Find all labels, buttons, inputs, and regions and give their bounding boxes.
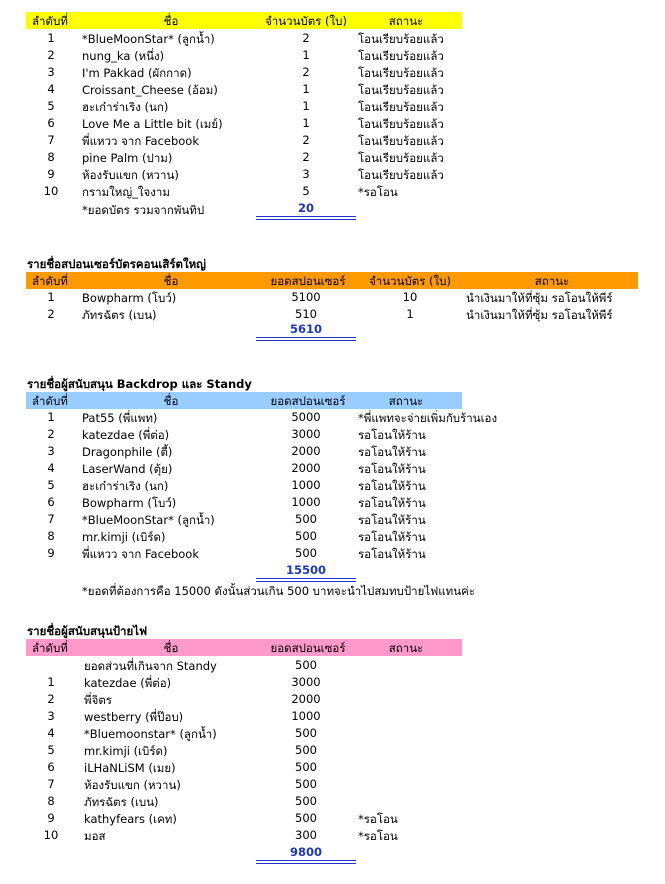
t3-cell-amount: 500 [295, 529, 317, 543]
t2-cell-no: 2 [47, 307, 55, 321]
t4-title: รายชื่อผู้สนับสนุนป้ายไฟ [27, 624, 148, 638]
t3-cell-status: รอโอนให้ร้าน [358, 428, 426, 442]
t1-cell-no: 7 [47, 133, 55, 147]
t3-row [0, 512, 665, 529]
t4-cell-name: katezdae (พี่ต่อ) [84, 676, 172, 690]
t3-cell-no: 4 [47, 461, 55, 475]
t4-row [0, 794, 665, 811]
t3-row [0, 546, 665, 563]
t4-cell-name: mr.kimji (เบิร์ด) [84, 744, 168, 758]
t4-cell-amount: 500 [295, 777, 317, 791]
t4-cell-no: 7 [47, 777, 55, 791]
t1-cell-status: โอนเรียบร้อยแล้ว [358, 151, 444, 165]
t1-cell-cards: 2 [302, 133, 310, 147]
t3-cell-no: 2 [47, 427, 55, 441]
t1-header-no: ลำดับที่ [32, 14, 68, 28]
t3-row [0, 478, 665, 495]
t1-cell-no: 8 [47, 150, 55, 164]
t3-cell-name: LaserWand (ตุ้ย) [82, 462, 173, 476]
t1-row [0, 65, 665, 82]
t2-header-name: ชื่อ [163, 274, 179, 288]
t3-cell-amount: 2000 [291, 461, 321, 475]
t3-cell-name: พี่แหวว จาก Facebook [82, 547, 199, 561]
t4-row [0, 675, 665, 692]
t4-cell-no: 3 [47, 709, 55, 723]
t4-row [0, 658, 665, 675]
t1-cell-no: 5 [47, 99, 55, 113]
t2-cell-no: 1 [47, 290, 55, 304]
t4-cell-name: มอส [84, 829, 106, 843]
t4-row [0, 811, 665, 828]
t3-cell-status: รอโอนให้ร้าน [358, 547, 426, 561]
t1-cell-status: โอนเรียบร้อยแล้ว [358, 168, 444, 182]
t3-cell-amount: 500 [295, 512, 317, 526]
t3-cell-amount: 1000 [291, 495, 321, 509]
t3-cell-name: Pat55 (พี่แพท) [82, 411, 158, 425]
t1-cell-no: 1 [47, 31, 55, 45]
t2-header-status: สถานะ [534, 274, 570, 288]
t1-cell-cards: 2 [302, 150, 310, 164]
t3-cell-status: รอโอนให้ร้าน [358, 479, 426, 493]
t1-cell-name: Love Me a Little bit (เมย์) [82, 117, 223, 131]
t3-cell-amount: 3000 [291, 427, 321, 441]
t4-cell-amount: 500 [295, 658, 317, 672]
t1-cell-name: ห้องรับแขก (หวาน) [82, 168, 179, 182]
t3-row [0, 444, 665, 461]
t2-total: 5610 [289, 322, 322, 336]
t3-cell-no: 5 [47, 478, 55, 492]
t4-cell-no: 10 [43, 828, 59, 842]
t1-cell-cards: 1 [302, 48, 310, 62]
t1-cell-cards: 3 [302, 167, 310, 181]
t1-cell-status: โอนเรียบร้อยแล้ว [358, 66, 444, 80]
t1-cell-name: *BlueMoonStar* (ลูกน้ำ) [82, 32, 215, 46]
t4-row [0, 726, 665, 743]
t3-row [0, 410, 665, 427]
t4-header-status: สถานะ [388, 641, 424, 655]
t2-total-underline [256, 337, 356, 341]
t3-cell-name: Dragonphile (ตี้) [82, 445, 173, 459]
t2-header-amount: ยอดสปอนเซอร์ [270, 274, 346, 288]
t1-cell-name: I'm Pakkad (ผักกาด) [82, 66, 192, 80]
t4-cell-no: 9 [47, 811, 55, 825]
t3-cell-no: 6 [47, 495, 55, 509]
t4-cell-no: 4 [47, 726, 55, 740]
t4-cell-name: *Bluemoonstar* (ลูกน้ำ) [84, 727, 217, 741]
t2-cell-name: Bowpharm (โบว์) [82, 291, 177, 305]
t3-cell-name: katezdae (พี่ต่อ) [82, 428, 170, 442]
t4-cell-name: ยอดส่วนที่เกินจาก Standy [84, 659, 217, 673]
t3-header-no: ลำดับที่ [32, 394, 68, 408]
t1-cell-cards: 2 [302, 31, 310, 45]
t4-total: 9800 [289, 845, 322, 859]
t1-cell-status: โอนเรียบร้อยแล้ว [358, 49, 444, 63]
t3-cell-no: 3 [47, 444, 55, 458]
t4-row [0, 692, 665, 709]
t4-cell-amount: 500 [295, 794, 317, 808]
t1-row [0, 82, 665, 99]
t1-row [0, 184, 665, 201]
t4-cell-name: kathyfears (เคท) [84, 812, 177, 826]
t2-cell-cards: 10 [402, 290, 418, 304]
t1-row [0, 150, 665, 167]
t4-cell-amount: 500 [295, 760, 317, 774]
t1-sum-label: *ยอดบัตร รวมจากพันทิป [82, 203, 205, 217]
t4-cell-no: 6 [47, 760, 55, 774]
t3-cell-amount: 1000 [291, 478, 321, 492]
t3-header-status: สถานะ [388, 394, 424, 408]
t1-cell-name: พี่แหวว จาก Facebook [82, 134, 199, 148]
t2-header [26, 272, 638, 289]
t3-cell-no: 1 [47, 410, 55, 424]
t2-cell-amount: 5100 [291, 290, 321, 304]
t4-header [26, 639, 462, 656]
t1-cell-name: กรามใหญ่_ใจงาม [82, 185, 170, 199]
t3-cell-amount: 500 [295, 546, 317, 560]
t4-row [0, 709, 665, 726]
t1-header [26, 12, 462, 29]
t1-cell-cards: 5 [302, 184, 310, 198]
t4-cell-no: 5 [47, 743, 55, 757]
t3-total: 15500 [285, 563, 326, 577]
t3-cell-no: 9 [47, 546, 55, 560]
t4-cell-amount: 300 [295, 828, 317, 842]
t1-cell-cards: 2 [302, 65, 310, 79]
t1-cell-name: pine Palm (ปาม) [82, 151, 173, 165]
t3-cell-name: Bowpharm (โบว์) [82, 496, 177, 510]
t1-row [0, 31, 665, 48]
t3-row [0, 529, 665, 546]
t4-header-no: ลำดับที่ [32, 641, 68, 655]
t4-cell-amount: 500 [295, 743, 317, 757]
t3-cell-amount: 5000 [291, 410, 321, 424]
t1-total: 20 [297, 201, 314, 215]
t2-cell-cards: 1 [406, 307, 414, 321]
t3-cell-no: 7 [47, 512, 55, 526]
t4-cell-amount: 3000 [291, 675, 321, 689]
t3-cell-status: รอโอนให้ร้าน [358, 496, 426, 510]
t3-cell-name: ฮะเก๋าร่าเริง (นก) [82, 479, 169, 493]
t3-header [26, 392, 462, 409]
t3-cell-name: *BlueMoonStar* (ลูกน้ำ) [82, 513, 215, 527]
t4-cell-status: *รอโอน [358, 812, 398, 826]
t1-cell-name: nung_ka (หนึ่ง) [82, 49, 165, 63]
t1-cell-cards: 1 [302, 82, 310, 96]
t3-cell-status: *พี่แพทจะจ่ายเพิ่มกับร้านเอง [358, 411, 498, 425]
t3-cell-status: รอโอนให้ร้าน [358, 445, 426, 459]
t1-header-name: ชื่อ [163, 14, 179, 28]
t4-cell-name: พี่จิตร [84, 693, 112, 707]
t1-cell-no: 6 [47, 116, 55, 130]
t3-cell-amount: 2000 [291, 444, 321, 458]
t2-cell-name: ภัทรฉัตร (เบน) [82, 308, 157, 322]
t3-row [0, 427, 665, 444]
t4-row [0, 777, 665, 794]
t3-row [0, 495, 665, 512]
t2-title: รายชื่อสปอนเซอร์บัตรคอนเสิร์ตใหญ่ [27, 257, 206, 271]
t4-cell-no: 2 [47, 692, 55, 706]
t1-row [0, 133, 665, 150]
t4-row [0, 760, 665, 777]
t4-cell-amount: 500 [295, 726, 317, 740]
t2-row [0, 290, 665, 307]
t1-row [0, 48, 665, 65]
t1-cell-status: โอนเรียบร้อยแล้ว [358, 100, 444, 114]
t4-cell-amount: 1000 [291, 709, 321, 723]
t1-cell-status: *รอโอน [358, 185, 398, 199]
t3-cell-no: 8 [47, 529, 55, 543]
t3-title: รายชื่อผู้สนับสนุน Backdrop และ Standy [27, 377, 252, 391]
t4-header-name: ชื่อ [163, 641, 179, 655]
t2-cell-status: นำเงินมาให้ที่ซุ้ม รอโอนให้พีร์ [466, 291, 613, 305]
t4-row [0, 828, 665, 845]
t1-cell-no: 4 [47, 82, 55, 96]
t4-cell-name: ห้องรับแขก (หวาน) [84, 778, 181, 792]
t1-cell-no: 9 [47, 167, 55, 181]
t1-header-status: สถานะ [388, 14, 424, 28]
t4-row [0, 743, 665, 760]
t4-cell-amount: 2000 [291, 692, 321, 706]
t1-cell-status: โอนเรียบร้อยแล้ว [358, 32, 444, 46]
t3-row [0, 461, 665, 478]
t1-row [0, 167, 665, 184]
t4-cell-amount: 500 [295, 811, 317, 825]
t4-cell-name: westberry (พี่ป๊อบ) [84, 710, 184, 724]
t1-cell-cards: 1 [302, 99, 310, 113]
t1-cell-no: 2 [47, 48, 55, 62]
t1-cell-no: 3 [47, 65, 55, 79]
t3-cell-status: รอโอนให้ร้าน [358, 530, 426, 544]
t3-header-amount: ยอดสปอนเซอร์ [270, 394, 346, 408]
t1-cell-name: Croissant_Cheese (อ้อม) [82, 83, 218, 97]
t1-row [0, 116, 665, 133]
t3-total-underline [256, 578, 356, 582]
t1-cell-cards: 1 [302, 116, 310, 130]
t1-total-underline [256, 216, 356, 220]
t1-header-cards: จำนวนบัตร (ใบ) [265, 14, 347, 28]
t4-cell-name: ภัทรฉัตร (เบน) [84, 795, 159, 809]
t3-cell-name: mr.kimji (เบิร์ด) [82, 530, 166, 544]
t1-cell-status: โอนเรียบร้อยแล้ว [358, 134, 444, 148]
t4-cell-status: *รอโอน [358, 829, 398, 843]
t3-cell-status: รอโอนให้ร้าน [358, 462, 426, 476]
t4-total-underline [256, 860, 356, 864]
t1-cell-no: 10 [43, 184, 59, 198]
t2-header-no: ลำดับที่ [32, 274, 68, 288]
t1-cell-name: ฮะเก๋าร่าเริง (นก) [82, 100, 169, 114]
t1-cell-status: โอนเรียบร้อยแล้ว [358, 83, 444, 97]
t2-cell-status: นำเงินมาให้ที่ซุ้ม รอโอนให้พีร์ [466, 308, 613, 322]
t4-cell-name: iLHaNLiSM (เมย) [84, 761, 176, 775]
t4-cell-no: 8 [47, 794, 55, 808]
t1-cell-status: โอนเรียบร้อยแล้ว [358, 117, 444, 131]
t2-header-cards: จำนวนบัตร (ใบ) [369, 274, 451, 288]
t1-row [0, 99, 665, 116]
t3-note: *ยอดที่ต้องการคือ 15000 ดังนั้นส่วนเกิน 500 บาทจะนำไปสมทบป้ายไฟแทนค่ะ [82, 584, 475, 598]
t4-header-amount: ยอดสปอนเซอร์ [270, 641, 346, 655]
t4-cell-no: 1 [47, 675, 55, 689]
t2-cell-amount: 510 [295, 307, 317, 321]
t3-cell-status: รอโอนให้ร้าน [358, 513, 426, 527]
t3-header-name: ชื่อ [163, 394, 179, 408]
